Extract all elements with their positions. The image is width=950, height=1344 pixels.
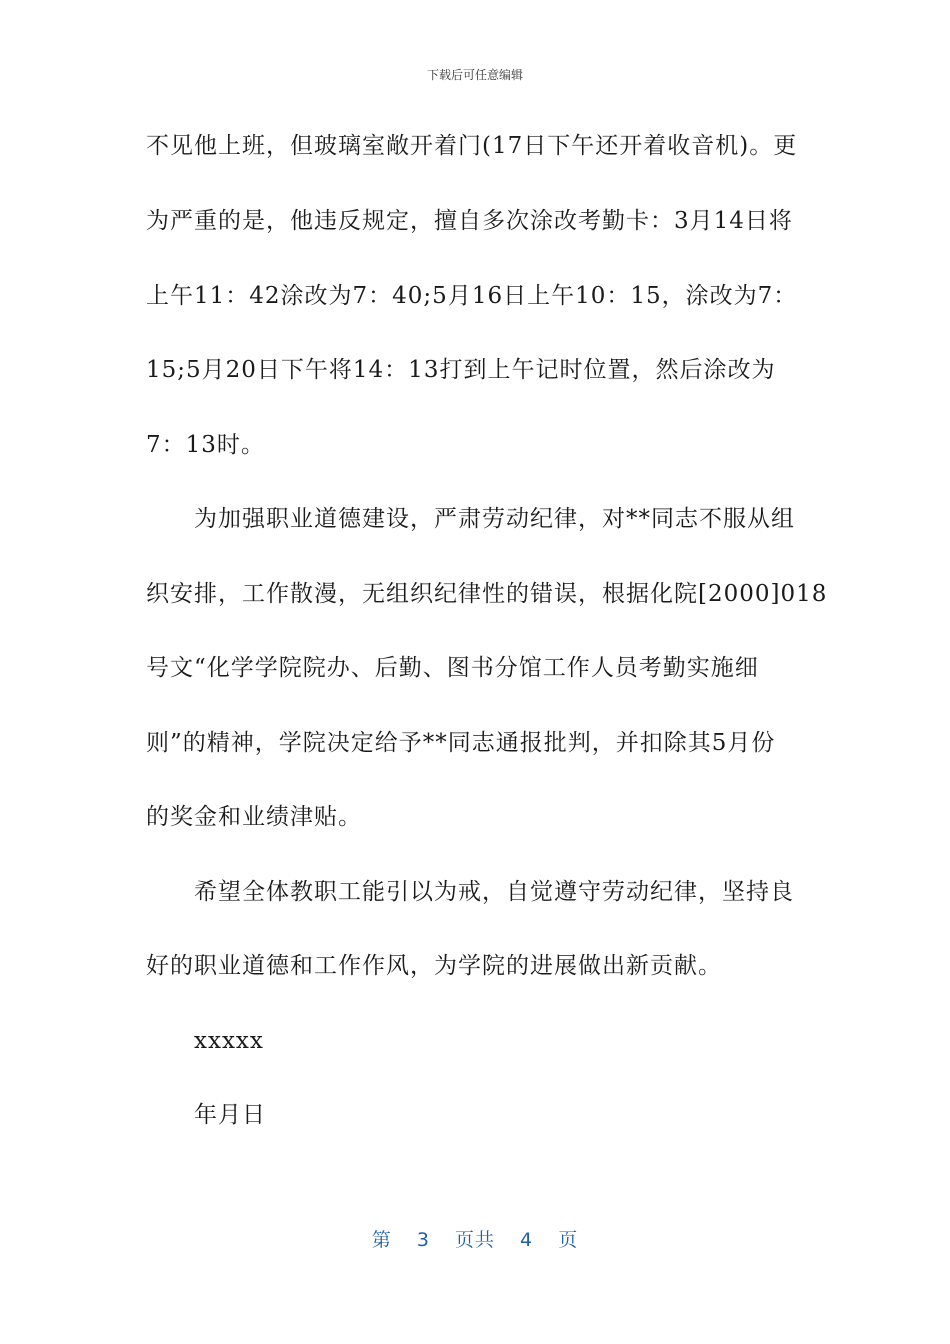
page-footer bbox=[0, 1225, 950, 1252]
text-line: 不见他上班，但玻璃室敞开着门(17日下午还开着收音机)。更 bbox=[146, 133, 798, 159]
text-line: 为严重的是，他违反规定，擅自多次涂改考勤卡：3月14日将 bbox=[146, 208, 793, 234]
text-line: 上午11：42涂改为7：40;5月16日上午10：15，涂改为7： bbox=[146, 283, 798, 309]
page-label-middle: 页共 bbox=[454, 1229, 495, 1251]
paragraph-start-line: 为加强职业道德建设，严肃劳动纪律，对**同志不服从组 bbox=[194, 506, 795, 532]
signature-date: 年月日 bbox=[194, 1102, 266, 1128]
text-line: 织安排，工作散漫，无组织纪律性的错误，根据化院[2000]018 bbox=[146, 581, 828, 607]
current-page-number: 3 bbox=[416, 1229, 430, 1251]
text-line: 号文“化学学院院办、后勤、图书分馆工作人员考勤实施细 bbox=[146, 655, 759, 681]
text-line: 好的职业道德和工作作风，为学院的进展做出新贡献。 bbox=[146, 953, 722, 979]
page-label-prefix: 第 bbox=[371, 1229, 392, 1251]
text-line: 则”的精神，学院决定给予**同志通报批判，并扣除其5月份 bbox=[146, 730, 776, 756]
text-line: 的奖金和业绩津贴。 bbox=[146, 804, 362, 830]
header-note: 下载后可任意编辑 bbox=[426, 68, 523, 82]
text-line: 15;5月20日下午将14：13打到上午记时位置，然后涂改为 bbox=[146, 357, 776, 383]
signature-name: xxxxx bbox=[194, 1028, 264, 1054]
total-pages-number: 4 bbox=[520, 1229, 534, 1251]
page-label-suffix: 页 bbox=[558, 1229, 579, 1251]
text-line: 7：13时。 bbox=[146, 432, 265, 458]
paragraph-start-line: 希望全体教职工能引以为戒，自觉遵守劳动纪律，坚持良 bbox=[194, 879, 794, 905]
